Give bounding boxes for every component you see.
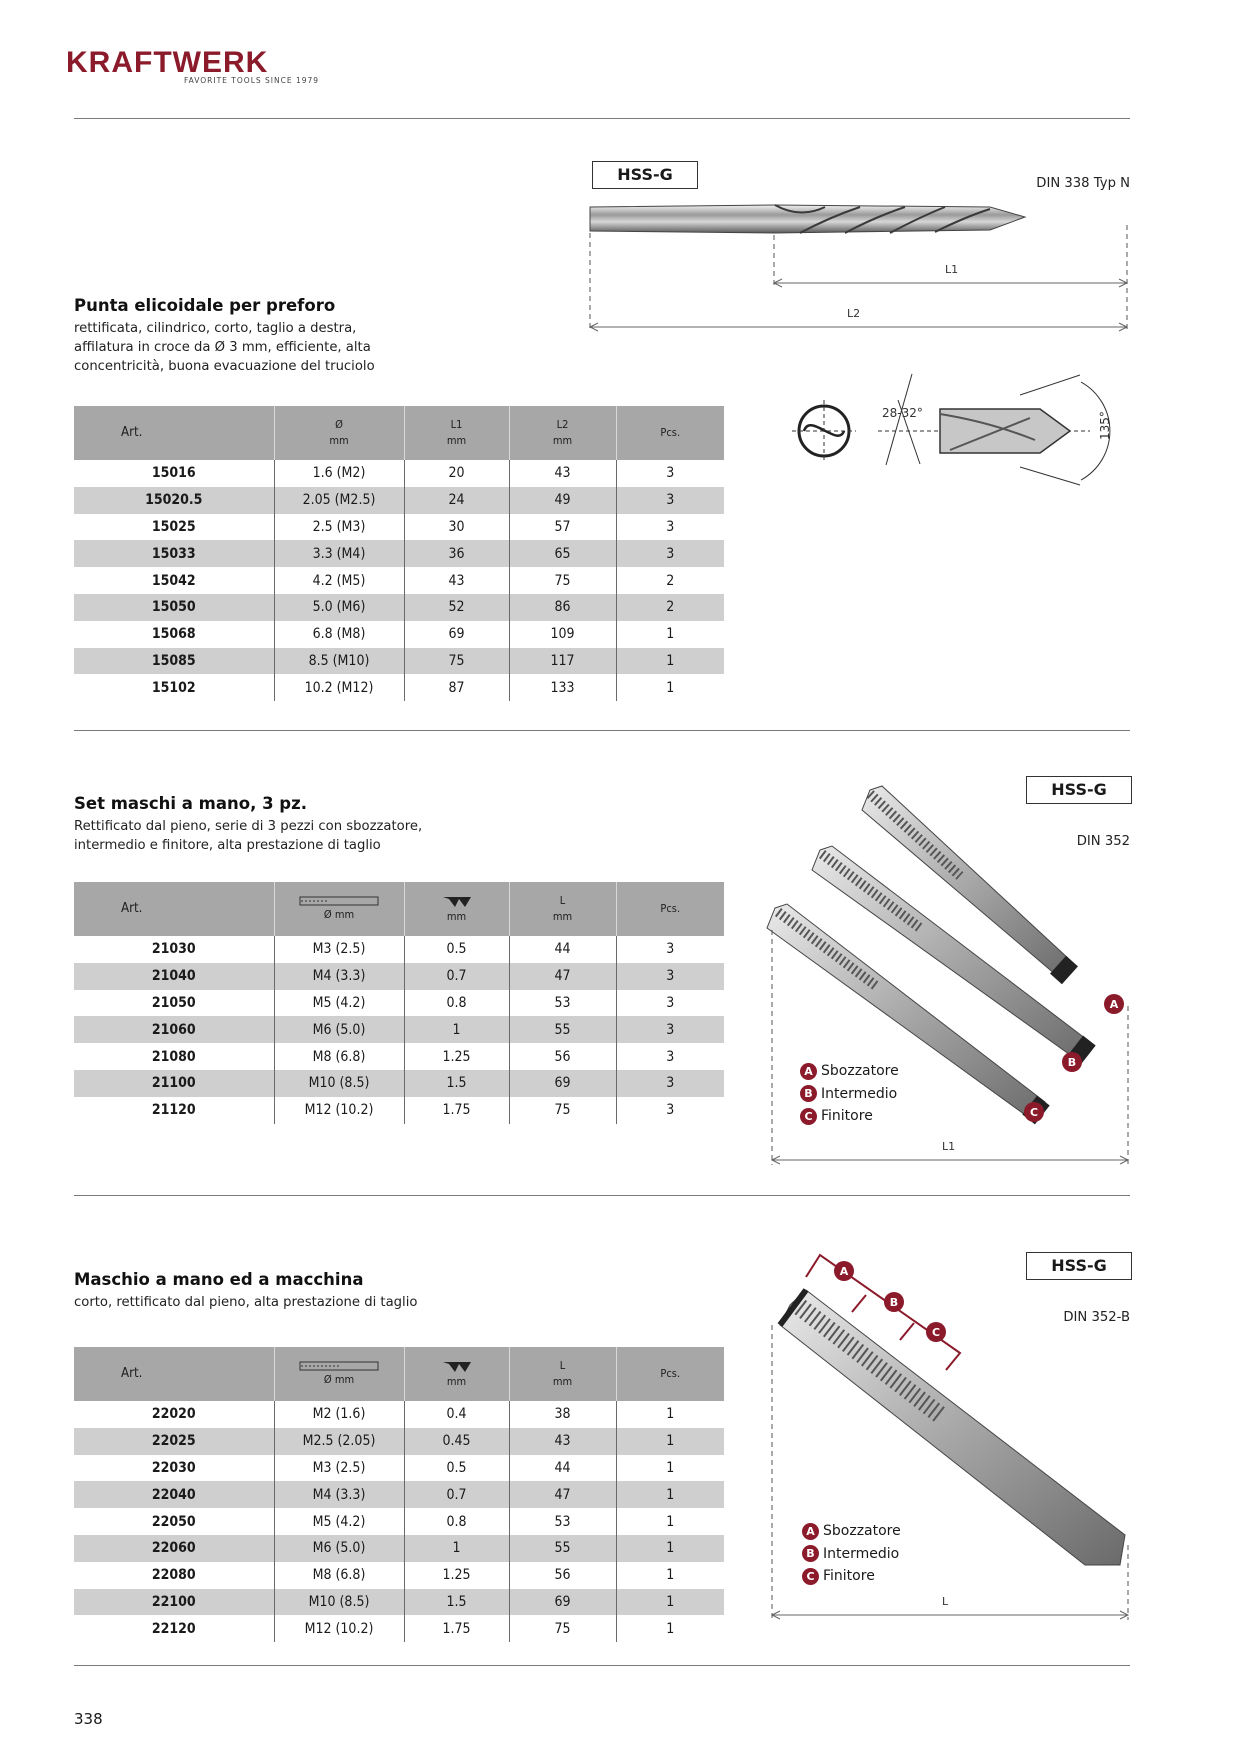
page-number: 338 [74,1710,103,1728]
table-cell: 1 [616,621,724,648]
table-cell: 2.5 (M3) [274,514,404,541]
table-cell: 1 [404,1535,509,1562]
table-cell: 75 [509,1615,616,1642]
table-row [74,1016,724,1043]
table-cell: 1 [616,1455,724,1482]
spec-table-machine-tap [74,1347,724,1642]
table-cell: 1 [616,1428,724,1455]
table-row [74,1097,724,1124]
table-cell: 1 [616,1481,724,1508]
drill-bit-illustration [585,195,1130,345]
svg-text:A: A [839,1265,849,1278]
section-description: rettificata, cilindrico, corto, taglio a destra, affilatura in croce da Ø 3 mm, efficiente, alta concentricità, buona evacuazione del truciolo [74,321,375,374]
table-cell: 1 [616,1535,724,1562]
table-cell: 2 [616,594,724,621]
spec-table-tap-set [74,882,724,1124]
article-number-cell: 21060 [74,1016,274,1043]
dim-l1-label: L1 [942,1140,956,1153]
table-cell: 2.05 (M2.5) [274,487,404,514]
article-number-cell: 15042 [151,572,196,589]
table-cell: 38 [509,1401,616,1428]
table-cell: 57 [509,514,616,541]
table-cell: 44 [509,936,616,963]
table-row [74,1428,724,1455]
table-cell: 1 [616,1401,724,1428]
col-header-diameter: Ø mm [274,882,404,936]
section-title: Set maschi a mano, 3 pz. [74,794,307,813]
table-cell: 1.5 [404,1070,509,1097]
drill-point-geometry-diagram [790,360,1130,485]
table-row [74,936,724,963]
table-cell: 55 [509,1535,616,1562]
table-cell: 6.8 (M8) [274,621,404,648]
article-number-cell: 22120 [151,1620,196,1637]
table-cell: 69 [509,1070,616,1097]
col-header-length: L mm [509,1347,616,1401]
table-row [74,594,724,621]
helix-angle-label: 28-32° [882,406,923,420]
legend-item: B Intermedio [802,1543,901,1566]
table-cell: M3 (2.5) [274,1455,404,1482]
article-number-cell: 15025 [151,518,196,535]
table-cell: 1.25 [404,1562,509,1589]
table-cell: 8.5 (M10) [274,648,404,675]
col-header-art: Art. [74,406,274,460]
table-cell: 69 [509,1589,616,1616]
brand-logo [66,46,326,86]
table-cell: M3 (2.5) [274,936,404,963]
col-header-length: L mm [509,882,616,936]
table-cell: 3 [616,514,724,541]
table-cell: 5.0 (M6) [274,594,404,621]
din-standard: DIN 338 Typ N [1036,176,1130,191]
svg-text:C: C [931,1326,941,1339]
col-header-pitch: mm [404,1347,509,1401]
thread-pitch-icon [441,893,473,909]
article-number-cell: 22040 [74,1481,274,1508]
table-cell: 53 [509,1508,616,1535]
table-cell: 1.75 [404,1097,509,1124]
col-header-art: Art. [74,882,274,936]
table-row [74,1043,724,1070]
table-cell: 53 [509,990,616,1017]
brand-tagline: FAVORITE TOOLS SINCE 1979 [184,76,320,85]
table-cell: 0.5 [404,936,509,963]
table-header-row [74,1347,724,1401]
table-row [74,1401,724,1428]
table-cell: 1 [616,1589,724,1616]
table-row [74,990,724,1017]
table-row [74,1615,724,1642]
table-row [74,1070,724,1097]
table-cell: 69 [404,621,509,648]
table-cell: 1 [616,674,724,701]
legend-item: C Finitore [800,1105,899,1128]
table-cell: 0.7 [404,1481,509,1508]
table-cell: 3 [616,1043,724,1070]
article-number-cell: 22020 [151,1406,196,1423]
article-number-cell: 15050 [74,594,274,621]
table-cell: 1.5 [404,1589,509,1616]
table-cell: 3 [616,460,724,487]
table-cell: 0.7 [404,963,509,990]
table-cell: 109 [509,621,616,648]
table-cell: M5 (4.2) [274,1508,404,1535]
table-cell: 1.25 [404,1043,509,1070]
legend-item: B Intermedio [800,1083,899,1106]
table-row [74,1535,724,1562]
col-header-pcs: Pcs. [616,1347,724,1401]
article-number-cell: 22025 [74,1428,274,1455]
table-cell: 1 [404,1016,509,1043]
table-cell: M8 (6.8) [274,1043,404,1070]
table-row [74,514,724,541]
col-header-diameter: Ø mm [274,406,404,460]
table-cell: 3 [616,540,724,567]
table-row [74,648,724,675]
table-cell: 20 [404,460,509,487]
table-row [74,1455,724,1482]
table-cell: 4.2 (M5) [274,567,404,594]
table-row [74,1508,724,1535]
article-number-cell: 22100 [74,1589,274,1616]
article-number-cell: 15102 [151,679,196,696]
article-number-cell: 21050 [151,994,196,1011]
article-number-cell: 15016 [151,465,196,482]
table-row [74,963,724,990]
table-cell: 1.75 [404,1615,509,1642]
din-standard: DIN 352-B [1063,1310,1130,1325]
table-cell: 86 [509,594,616,621]
svg-text:A: A [1109,998,1119,1011]
table-cell: M10 (8.5) [274,1070,404,1097]
table-cell: 117 [509,648,616,675]
article-number-cell: 22080 [151,1567,196,1584]
table-cell: 3 [616,963,724,990]
material-badge: HSS-G [1026,1252,1132,1280]
table-cell: 49 [509,487,616,514]
article-number-cell: 15068 [151,626,196,643]
table-cell: 75 [509,567,616,594]
tap-diameter-icon [299,1360,379,1372]
material-badge: HSS-G [1026,776,1132,804]
article-number-cell: 22050 [151,1513,196,1530]
table-cell: 1 [616,648,724,675]
article-number-cell: 21080 [151,1048,196,1065]
table-cell: 1.6 (M2) [274,460,404,487]
article-number-cell: 22060 [74,1535,274,1562]
dim-l1-label: L1 [945,263,959,276]
table-cell: 2 [616,567,724,594]
table-cell: 56 [509,1562,616,1589]
article-number-cell: 22030 [151,1459,196,1476]
table-cell: 0.45 [404,1428,509,1455]
col-header-pcs: Pcs. [616,406,724,460]
spec-table-drills [74,406,724,701]
table-cell: M5 (4.2) [274,990,404,1017]
table-cell: 44 [509,1455,616,1482]
table-cell: 0.8 [404,990,509,1017]
section-title: Maschio a mano ed a macchina [74,1270,364,1289]
col-header-pitch: mm [404,882,509,936]
table-row [74,460,724,487]
table-cell: 43 [509,1428,616,1455]
table-cell: 3 [616,1097,724,1124]
svg-text:B: B [889,1296,899,1309]
col-header-diameter: Ø mm [274,1347,404,1401]
thread-pitch-icon [441,1358,473,1374]
table-cell: 43 [509,460,616,487]
table-cell: 1 [616,1508,724,1535]
table-cell: M4 (3.3) [274,963,404,990]
table-cell: 87 [404,674,509,701]
tap-diameter-icon [299,895,379,907]
section-description: Rettificato dal pieno, serie di 3 pezzi con sbozzatore, intermedio e finitore, alta prestazione di taglio [74,819,423,853]
table-cell: M12 (10.2) [274,1097,404,1124]
table-row [74,674,724,701]
table-row [74,1481,724,1508]
dim-l2-label: L2 [847,307,861,320]
table-cell: 3 [616,1016,724,1043]
table-cell: M6 (5.0) [274,1535,404,1562]
article-number-cell: 21030 [151,941,196,958]
table-cell: 30 [404,514,509,541]
table-row [74,1562,724,1589]
table-cell: 55 [509,1016,616,1043]
din-standard: DIN 352 [1076,834,1130,849]
brand-name: KRAFTWERK [66,46,269,79]
table-cell: M10 (8.5) [274,1589,404,1616]
table-cell: 1 [616,1562,724,1589]
tap-legend [802,1520,901,1588]
legend-item: A Sbozzatore [800,1060,899,1083]
col-header-pcs: Pcs. [616,882,724,936]
divider [74,1195,1130,1196]
table-cell: M2.5 (2.05) [274,1428,404,1455]
table-cell: 36 [404,540,509,567]
col-header-art: Art. [74,1347,274,1401]
table-cell: M4 (3.3) [274,1481,404,1508]
table-row [74,487,724,514]
svg-text:C: C [1029,1106,1039,1119]
material-badge: HSS-G [592,161,698,189]
table-cell: 65 [509,540,616,567]
table-cell: 75 [509,1097,616,1124]
table-header-row [74,882,724,936]
table-row [74,567,724,594]
table-cell: M6 (5.0) [274,1016,404,1043]
table-cell: 3 [616,487,724,514]
divider [74,730,1130,731]
col-header-l2: L2 mm [509,406,616,460]
table-header-row [74,406,724,460]
article-number-cell: 15020.5 [74,487,274,514]
table-cell: 3.3 (M4) [274,540,404,567]
divider [74,1665,1130,1666]
article-number-cell: 21120 [151,1102,196,1119]
section-description: corto, rettificato dal pieno, alta prestazione di taglio [74,1295,418,1310]
table-cell: M12 (10.2) [274,1615,404,1642]
svg-text:B: B [1067,1056,1077,1069]
section-title: Punta elicoidale per preforo [74,296,336,315]
table-cell: 10.2 (M12) [274,674,404,701]
dim-l-label: L [942,1595,949,1608]
table-cell: 3 [616,1070,724,1097]
table-cell: 3 [616,936,724,963]
divider [74,118,1130,119]
col-header-l1: L1 mm [404,406,509,460]
table-cell: 133 [509,674,616,701]
table-cell: 0.5 [404,1455,509,1482]
table-cell: M8 (6.8) [274,1562,404,1589]
table-row [74,540,724,567]
point-angle-label: 135° [1098,411,1112,440]
legend-item: C Finitore [802,1565,901,1588]
table-cell: 47 [509,1481,616,1508]
table-cell: 24 [404,487,509,514]
tap-legend [800,1060,899,1128]
table-cell: 0.4 [404,1401,509,1428]
table-row [74,1589,724,1616]
table-cell: 3 [616,990,724,1017]
table-cell: 75 [404,648,509,675]
article-number-cell: 21040 [74,963,274,990]
table-cell: 43 [404,567,509,594]
table-cell: M2 (1.6) [274,1401,404,1428]
table-cell: 1 [616,1615,724,1642]
article-number-cell: 15033 [74,540,274,567]
article-number-cell: 21100 [74,1070,274,1097]
legend-item: A Sbozzatore [802,1520,901,1543]
table-cell: 0.8 [404,1508,509,1535]
table-row [74,621,724,648]
table-cell: 52 [404,594,509,621]
article-number-cell: 15085 [74,648,274,675]
table-cell: 47 [509,963,616,990]
table-cell: 56 [509,1043,616,1070]
